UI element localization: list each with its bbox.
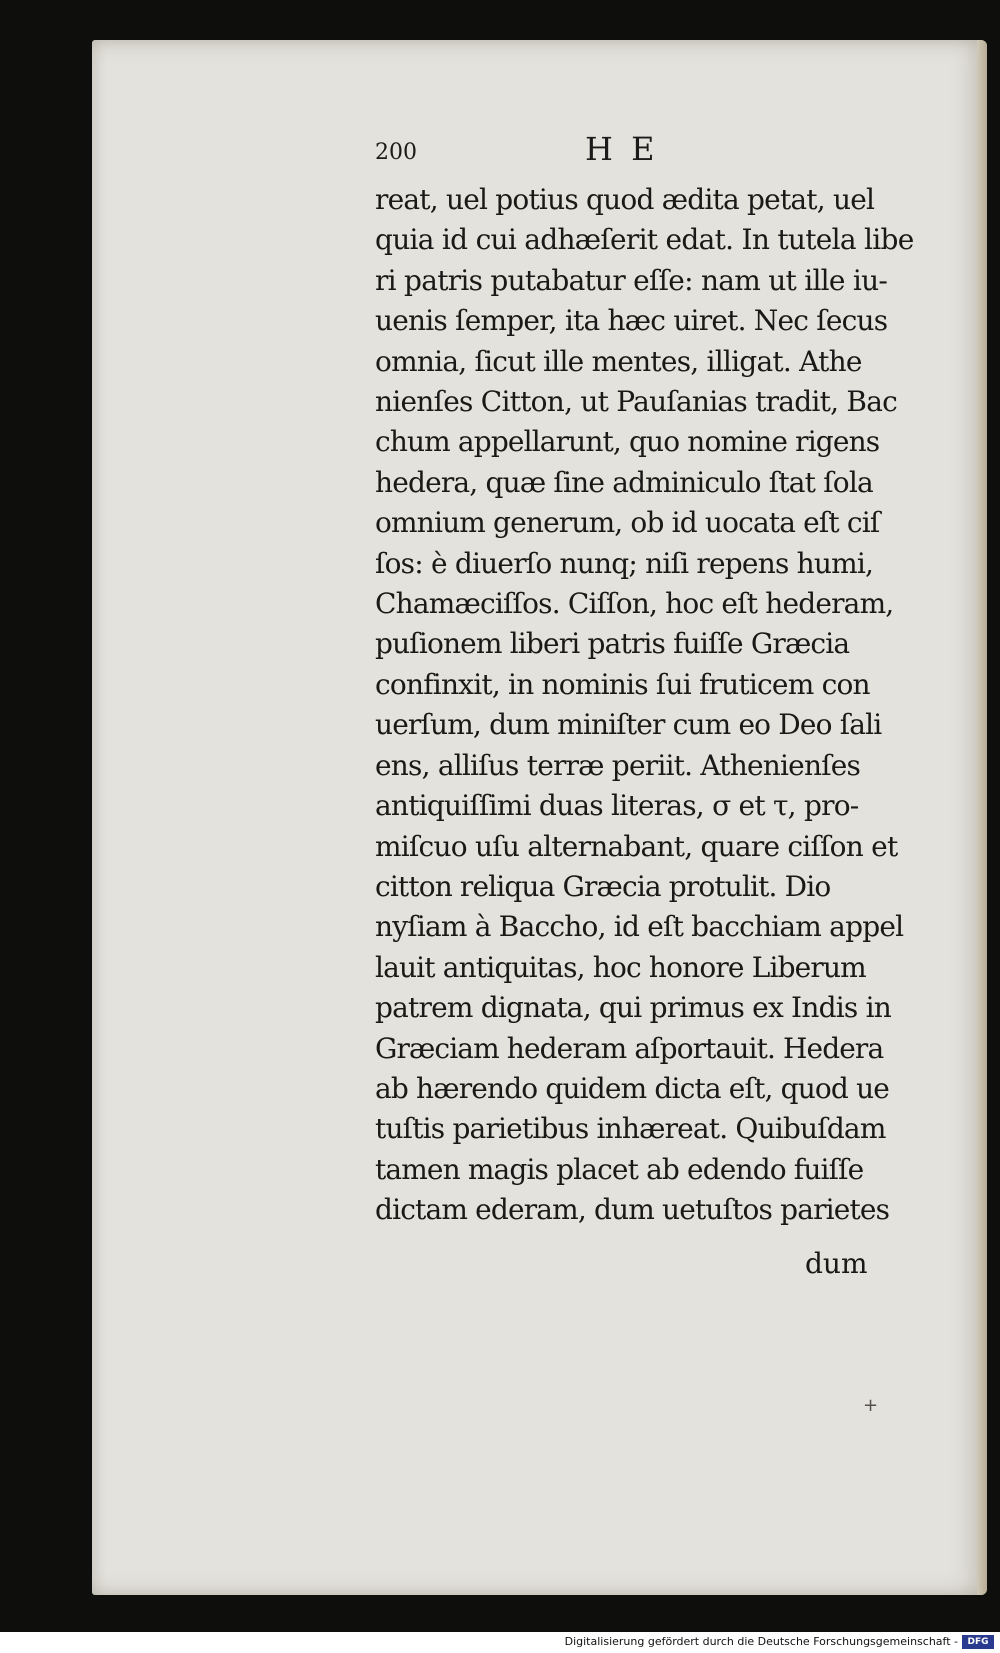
- body-text: [375, 180, 965, 1231]
- text-line: patrem dignata, qui primus ex Indis in: [375, 991, 891, 1025]
- text-line: omnium generum, ob id uocata eſt ciſ: [375, 506, 880, 540]
- text-line: ri patris putabatur eſſe: nam ut ille iu-: [375, 263, 888, 297]
- text-line: dictam ederam, dum uetuſtos parietes: [375, 1193, 890, 1227]
- text-line: Chamæciſſos. Ciſſon, hoc eſt hederam,: [375, 587, 894, 621]
- stray-mark: +: [863, 1395, 879, 1416]
- running-head-letters: H E: [585, 130, 659, 168]
- text-line: reat, uel potius quod ædita petat, uel: [375, 183, 875, 216]
- catchword: dum: [805, 1247, 868, 1280]
- text-line: ab hærendo quidem dicta eſt, quod ue: [375, 1071, 890, 1105]
- text-line: tamen magis placet ab edendo fuiſſe: [375, 1152, 864, 1186]
- text-line: chum appellarunt, quo nomine rigens: [375, 425, 880, 459]
- text-line: ſos: è diuerſo nunq; niſi repens humi,: [375, 546, 874, 580]
- dfg-logo: DFG: [962, 1635, 994, 1649]
- text-line: confinxit, in nominis ſui fruticem con: [375, 667, 870, 701]
- text-line: citton reliqua Græcia protulit. Dio: [375, 869, 831, 903]
- text-line: uenis ſemper, ita hæc uiret. Nec ſecus: [375, 304, 888, 338]
- text-line: quia id cui adhæſerit edat. In tutela libe: [375, 223, 914, 257]
- running-head: [375, 130, 935, 170]
- digitization-footer: [0, 1632, 1000, 1653]
- text-line: Græciam hederam aſportauit. Hedera: [375, 1031, 884, 1065]
- text-line: tuſtis parietibus inhæreat. Quibuſdam: [375, 1112, 886, 1146]
- text-line: omnia, ſicut ille mentes, illigat. Athe: [375, 344, 862, 378]
- text-line: lauit antiquitas, hoc honore Liberum: [375, 950, 866, 984]
- text-line: ens, alliſus terræ periit. Athenienſes: [375, 748, 861, 782]
- page-number: 200: [375, 140, 417, 165]
- text-line: nyſiam à Baccho, id eſt bacchiam appel: [375, 910, 904, 944]
- text-line: antiquiſſimi duas literas, σ et τ, pro-: [375, 789, 859, 823]
- page-edge: [977, 40, 987, 1595]
- text-line: miſcuo uſu alternabant, quare ciſſon et: [375, 829, 898, 863]
- text-line: puſionem liberi patris fuiſſe Græcia: [375, 627, 850, 661]
- footer-credit: Digitalisierung gefördert durch die Deutsche Forschungsgemeinschaft -: [564, 1635, 958, 1648]
- text-line: nienſes Citton, ut Pauſanias tradit, Bac: [375, 385, 898, 419]
- text-line: uerſum, dum miniſter cum eo Deo ſali: [375, 708, 882, 742]
- text-line: hedera, quæ ſine adminiculo ſtat ſola: [375, 465, 873, 499]
